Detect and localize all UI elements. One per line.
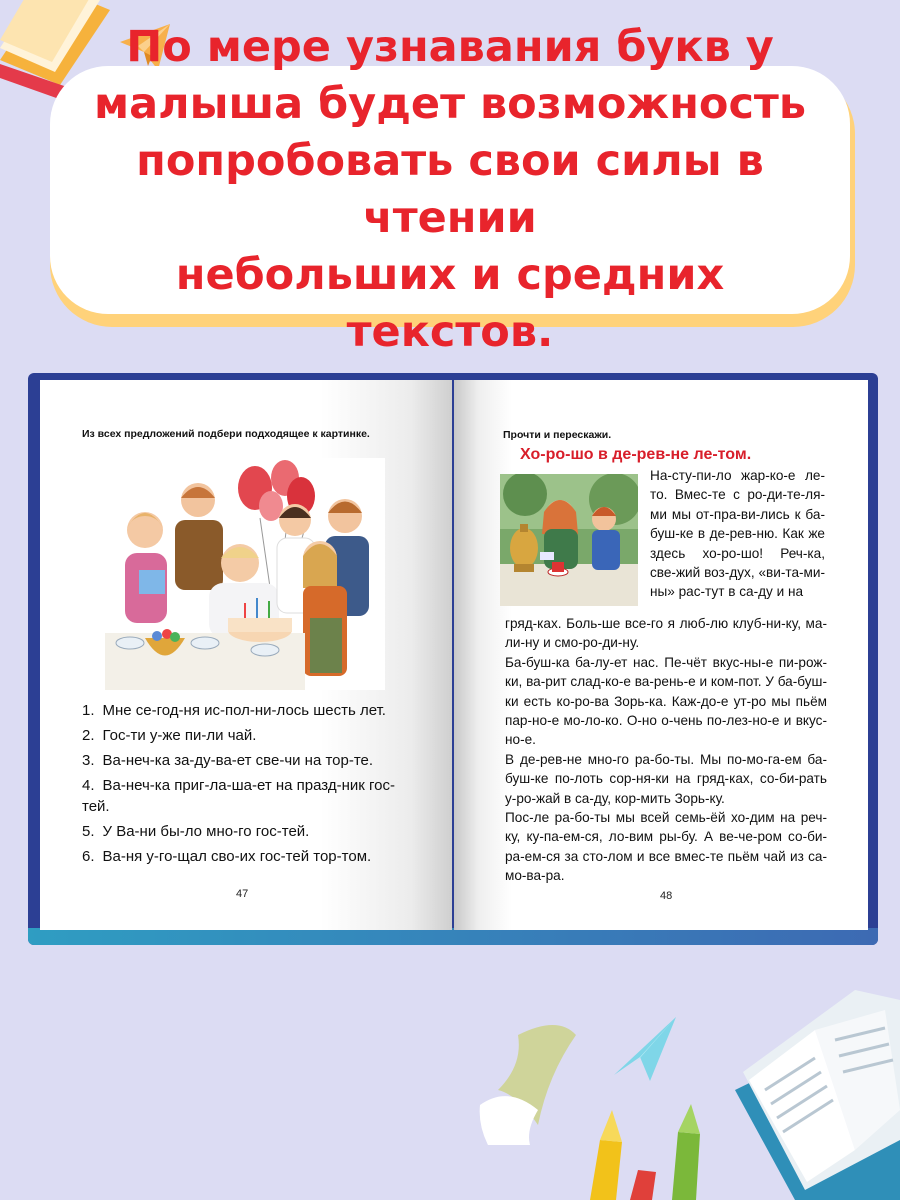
story-text: [505, 614, 827, 886]
story-paragraph: Ба-буш-ка ба-лу-ет нас. Пе-чёт вкус-ны-е пи-рож-ки, ва-рит слад-ко-е ва-рень-е и ком-пот. У ба-буш-ки есть ко-ро-ва Зорь-ка. Каж-до-е ут-ро мы пьём пар-но-е мо-ло-ко. О-но о-чень по-лез-но-е и вкус-но-е.: [505, 654, 827, 748]
left-page-number: 47: [236, 888, 249, 900]
headline-line: По мере узнавания букв у: [126, 22, 774, 72]
list-item: 5. У Ва-ни бы-ло мно-го гос-тей.: [82, 823, 310, 840]
headline-line: попробовать свои силы в чтении: [136, 136, 764, 243]
list-item: 6. Ва-ня у-го-щал сво-их гос-тей тор-том.: [82, 848, 372, 865]
headline-card: [50, 22, 850, 357]
list-item: 1. Мне се-год-ня ис-пол-ни-лось шесть лет.: [82, 702, 386, 719]
story-paragraph: Пос-ле ра-бо-ты мы всей семь-ёй хо-дим на реч-ку, ку-па-ем-ся, ло-вим ры-бу. А ве-че-ром со-би-ра-ем-ся за сто-лом и все вмес-те пьём чай из са-мо-ва-ра.: [505, 810, 827, 884]
list-item: 4. Ва-неч-ка приг-ла-ша-ет на празд-ник гос-тей.: [82, 777, 395, 815]
headline-line: малыша будет возможность: [93, 79, 807, 129]
book-cover-edge: [28, 928, 878, 945]
list-item: 2. Гос-ти у-же пи-ли чай.: [82, 727, 257, 744]
birthday-party-illustration: [105, 458, 385, 690]
paper-plane-icon: [610, 1015, 680, 1085]
open-book-icon: [735, 990, 900, 1200]
sentence-list: [82, 700, 412, 871]
right-page-number: 48: [660, 890, 673, 902]
village-tea-illustration: [500, 474, 638, 606]
story-title: Хо-ро-шо в де-рев-не ле-том.: [520, 446, 752, 463]
story-text-beside-image: На-сту-пи-ло жар-ко-е ле-то. Вмес-те с ро-ди-те-ля-ми мы от-пра-ви-лись к ба-буш-ке в де-рев-ню. Как же здесь хо-ро-шо! Реч-ка, све-жий воз-дух, «ви-та-ми-ны» рас-тут в са-ду и на: [650, 468, 825, 600]
headline-text: [85, 19, 815, 361]
right-page-instruction: Прочти и перескажи.: [503, 429, 612, 441]
crayon-icon: [560, 1080, 710, 1200]
story-paragraph: В де-рев-не мно-го ра-бо-ты. Мы по-мо-га-ем ба-буш-ке по-лоть сор-ня-ки на гряд-ках, со-би-рать у-ро-жай в са-ду, кор-мить Зорь-ку.: [505, 751, 827, 806]
story-paragraph: гряд-ках. Боль-ше все-го я люб-лю клуб-ни-ку, ма-ли-ну и смо-ро-ди-ну.: [505, 616, 827, 651]
headline-line: небольших и средних текстов.: [175, 250, 725, 357]
left-page-instruction: Из всех предложений подбери подходящее к картинке.: [82, 428, 370, 440]
list-item: 3. Ва-неч-ка за-ду-ва-ет све-чи на тор-те.: [82, 752, 374, 769]
